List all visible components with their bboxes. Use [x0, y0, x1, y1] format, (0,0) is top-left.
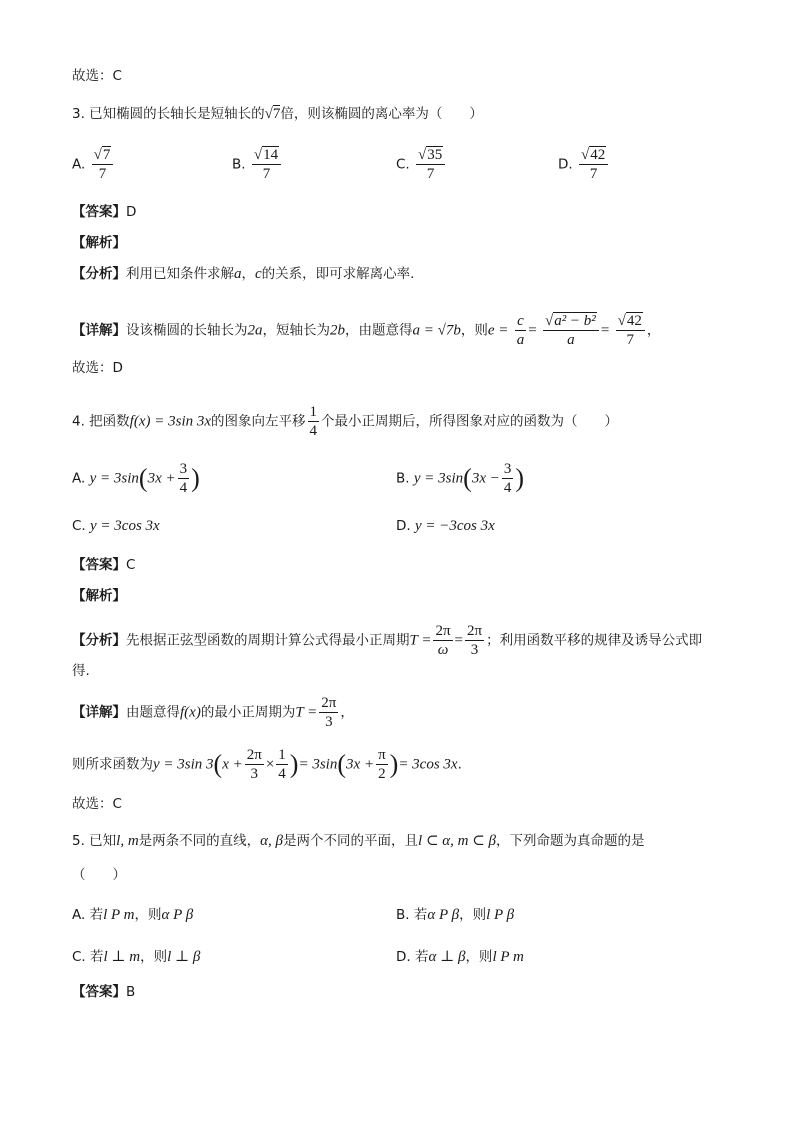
q4-detail2-d: 3x + [346, 756, 375, 773]
q4-stem [72, 403, 618, 440]
q5-stem-cond: l ⊂ α, m ⊂ β [418, 833, 497, 849]
q3-fenxi-sep: ， [241, 266, 255, 282]
q4-stem-frac-den: 4 [309, 423, 318, 439]
q3-detail-text-3: ，由题意得 [345, 322, 413, 339]
q5-stem-prefix: 5. 已知 [72, 833, 117, 849]
q3-option-d-label: D. [558, 156, 573, 173]
q5-option-c [72, 945, 200, 966]
q4-detail [72, 694, 354, 731]
q5-option-a-mid: ，则 [134, 907, 162, 923]
q5-option-d-2: l P m [492, 949, 524, 965]
q4-detail2-text: 则所求函数为 [72, 756, 153, 773]
q4-fenxi-text-2: ；利用函数平移的规律及诱导公式即 [486, 632, 703, 649]
q3-detail-a2: a [567, 332, 575, 348]
q5-option-b [396, 903, 514, 924]
q4-option-d-label: D. [396, 518, 411, 534]
q4-detail-fx: f(x) [180, 704, 201, 721]
q4-answer-value: C [126, 557, 136, 573]
q3-option-a: A. $\frac{√7}{7}$ [72, 146, 115, 183]
q4-detail2-e: = 3cos 3x [398, 756, 458, 773]
q4-detail-tag: 【详解】 [72, 704, 126, 721]
q3-detail: 【详解】设该椭圆的长轴长为2a，短轴长为2b，由题意得a = √7b，则e = $\frac{c}{a}$ = $\frac{\text{√a² − b²}}{a}$ = $\frac{√42}{7}$ ， [72, 313, 661, 348]
q3-detail-42: 42 [626, 313, 642, 329]
q3-option-a-den: 7 [98, 166, 107, 182]
q4-option-a-num: 3 [179, 461, 188, 477]
q3-stem-suffix: 倍，则该椭圆的离心率为（ ） [280, 106, 483, 122]
q5-option-a [72, 903, 193, 924]
q4-answer [72, 555, 135, 575]
q3-option-a-num: 7 [102, 147, 111, 163]
q5-option-c-1: l ⊥ m [103, 949, 141, 965]
q4-option-b-label: B. [396, 470, 410, 487]
q4-detail2-b: x + [222, 756, 243, 773]
q4-option-d-expr: y = −3cos 3x [414, 518, 495, 534]
q4-option-c [72, 518, 160, 535]
q4-detail2-d1: 3 [250, 766, 259, 782]
q5-stem-text-1: 是两条不同的直线， [138, 833, 261, 849]
q3-detail-text-1: 设该椭圆的长轴长为 [126, 322, 248, 339]
q5-option-d [396, 945, 524, 966]
q4-detail-text-2: 的最小正周期为 [200, 704, 296, 721]
q3-option-b-den: 7 [262, 166, 271, 182]
q4-option-a-inner: 3x + [147, 470, 176, 487]
q5-option-c-mid: ，则 [140, 949, 168, 965]
q4-detail-end: ， [340, 704, 354, 721]
q5-option-b-1: α P β [427, 907, 460, 923]
q3-detail-end: ， [646, 322, 661, 339]
q4-fenxi-den2: 3 [470, 642, 479, 658]
q4-option-a-den: 4 [179, 480, 188, 496]
q4-fenxi-T: T = [409, 632, 432, 649]
q3-answer [72, 202, 136, 222]
q3-fenxi-text-1: 利用已知条件求解 [126, 266, 234, 282]
q4-fenxi-den1: ω [437, 642, 449, 658]
q4-detail2-n2: 1 [278, 747, 286, 763]
q3-option-c-den: 7 [426, 166, 435, 182]
q4-stem-suffix: 个最小正周期后，所得图象对应的函数为（ ） [321, 413, 619, 430]
q3-fenxi [72, 264, 414, 284]
q3-detail-eq: a = √7b [412, 322, 461, 339]
q4-detail2-n1: 2π [246, 747, 262, 763]
q4-stem-mid: 的图象向左平移 [211, 413, 306, 430]
q3-option-d-num: 42 [590, 147, 606, 163]
q4-fenxi-tag: 【分析】 [72, 632, 126, 649]
q4-fenxi-text-1: 先根据正弦型函数的周期计算公式得最小正周期 [126, 632, 410, 649]
q4-stem-frac-num: 1 [309, 404, 318, 420]
q5-option-d-mid: ，则 [465, 949, 493, 965]
q5-stem-paren: （ ） [72, 867, 126, 883]
q4-option-c-expr: y = 3cos 3x [90, 518, 160, 534]
q4-detail2-a: y = 3sin 3 [153, 756, 214, 773]
q3-answer-tag: 【答案】 [72, 204, 126, 220]
q5-option-d-label: D. 若 [396, 949, 429, 965]
q4-fenxi [72, 622, 702, 659]
q4-detail2-c: = 3sin [298, 756, 338, 773]
q3-option-a-label: A. [72, 156, 86, 173]
q5-option-c-label: C. 若 [72, 949, 104, 965]
q4-detail-den: 3 [325, 714, 333, 730]
q4-detail2-end: . [457, 756, 462, 773]
q3-detail-7: 7 [626, 332, 634, 348]
q3-detail-c: c [515, 312, 527, 331]
q3-detail-tag: 【详解】 [72, 322, 126, 339]
q3-fenxi-var-a: a [234, 266, 242, 282]
q4-stem-func: f(x) = 3sin 3x [129, 413, 212, 430]
q3-detail-a: a [516, 332, 525, 348]
q5-option-a-label: A. 若 [72, 907, 104, 923]
q3-option-d-den: 7 [589, 166, 598, 182]
q4-fenxi-num2: 2π [467, 623, 483, 639]
q3-option-c-label: C. [396, 156, 410, 173]
q5-option-b-2: l P β [486, 907, 515, 923]
q4-fenxi-eq: = [454, 632, 463, 649]
q4-option-a: A. y = 3sin(3x + $\frac{3}{4}$ ) [72, 461, 200, 496]
q4-option-b: B. y = 3sin(3x − $\frac{3}{4}$ ) [396, 461, 525, 496]
q3-detail-text-2: ，短轴长为 [262, 322, 330, 339]
q3-option-c-num: 35 [427, 147, 443, 163]
q3-option-b: B. $\frac{√14}{7}$ [232, 146, 283, 183]
q3-detail-e: e = [487, 322, 509, 339]
q3-option-b-num: 14 [263, 147, 279, 163]
q3-analysis-tag: 【解析】 [72, 235, 126, 251]
q4-detail2-n3: π [378, 747, 386, 763]
q4-option-c-label: C. [72, 518, 86, 534]
q3-detail-rad: a² − b² [554, 313, 596, 329]
q5-answer-value: B [126, 984, 136, 1000]
q4-option-b-num: 3 [503, 461, 512, 477]
q3-detail-2b: 2b [330, 322, 345, 339]
q5-stem-ab: α, β [260, 833, 284, 849]
q5-stem-text-2: 是两个不同的平面，且 [283, 833, 419, 849]
q3-detail-2a: 2a [247, 322, 263, 339]
q4-option-a-pre: y = 3sin [89, 470, 139, 487]
q5-option-b-label: B. 若 [396, 907, 428, 923]
q4-analysis-tag: 【解析】 [72, 588, 126, 604]
q4-detail2-times: × [265, 756, 275, 773]
q5-stem-text-3: ，下列命题为真命题的是 [496, 833, 645, 849]
q4-detail-2: 则所求函数为y = 3sin 3(x + $\frac{2\pi}{3}$ × $\frac{1}{4}$ )= 3sin(3x + $\frac{\pi}{2}$ )= 3cos 3x. [72, 747, 462, 782]
q4-fenxi-num1: 2π [435, 623, 451, 639]
q5-option-d-1: α ⊥ β [428, 949, 466, 965]
q2-final-answer: 故选：C [72, 68, 122, 84]
q3-detail-text-4: ，则 [460, 322, 488, 339]
q4-detail-num: 2π [321, 695, 337, 711]
q5-option-c-2: l ⊥ β [167, 949, 201, 965]
q4-stem-prefix: 4. 把函数 [72, 413, 130, 430]
q5-stem [72, 831, 645, 851]
q4-detail2-d2: 4 [278, 766, 286, 782]
q3-option-b-label: B. [232, 156, 246, 173]
q4-option-b-inner: 3x − [471, 470, 500, 487]
q4-final-answer: 故选：C [72, 796, 122, 812]
q3-option-c: C. $\frac{√35}{7}$ [396, 146, 447, 183]
q4-fenxi-text-3: 得. [72, 663, 90, 679]
q5-answer [72, 982, 135, 1002]
q3-fenxi-tag: 【分析】 [72, 266, 126, 282]
q3-stem: 3. 已知椭圆的长轴长是短轴长的√7倍，则该椭圆的离心率为（ ） [72, 106, 483, 122]
q4-option-a-label: A. [72, 470, 86, 487]
q3-final-answer: 故选：D [72, 360, 123, 376]
q4-detail-T: T = [295, 704, 318, 721]
q5-answer-tag: 【答案】 [72, 984, 126, 1000]
q3-option-d: D. $\frac{√42}{7}$ [558, 146, 610, 183]
q4-answer-tag: 【答案】 [72, 557, 126, 573]
q3-answer-value: D [126, 204, 137, 220]
q3-fenxi-var-c: c [255, 266, 262, 282]
q5-option-b-mid: ，则 [459, 907, 487, 923]
q5-option-a-1: l P m [103, 907, 135, 923]
q3-stem-prefix: 3. 已知椭圆的长轴长是短轴长的 [72, 106, 265, 122]
q3-stem-sqrt: 7 [272, 106, 281, 122]
q4-detail-text-1: 由题意得 [126, 704, 180, 721]
q4-option-b-den: 4 [503, 480, 512, 496]
q4-detail2-d3: 2 [378, 766, 386, 782]
q4-option-d [396, 518, 495, 535]
q4-option-b-pre: y = 3sin [413, 470, 464, 487]
q5-stem-lm: l, m [116, 833, 139, 849]
q3-fenxi-text-2: 的关系，即可求解离心率. [261, 266, 415, 282]
q5-option-a-2: α P β [161, 907, 194, 923]
